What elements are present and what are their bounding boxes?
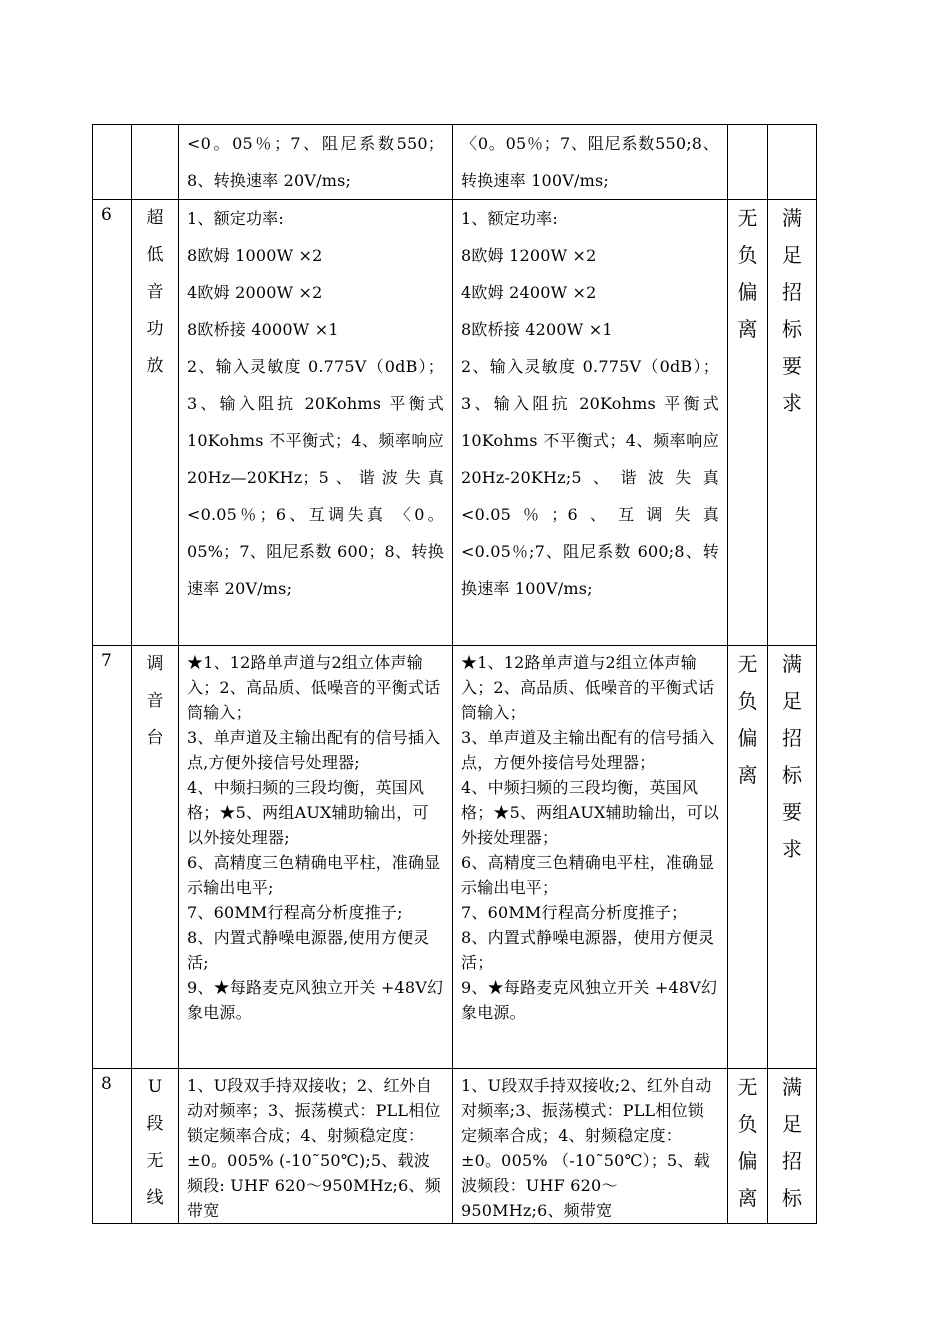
specification-table [92, 124, 817, 1224]
table-row [93, 125, 817, 200]
required-spec: <0。05％；7、阻尼系数550；8、转换速率 20V/ms; [187, 134, 444, 190]
required-spec-cell [179, 200, 453, 646]
required-spec-cell [179, 125, 453, 200]
table-row [93, 1069, 817, 1224]
item-name: U 段 无 线 [146, 1077, 164, 1208]
deviation: 无 负 偏 离 [737, 1075, 758, 1210]
compliance: 满 足 招 标 [782, 1075, 802, 1210]
offered-spec-cell [453, 646, 728, 1069]
item-number: 8 [101, 1074, 113, 1094]
offered-spec-cell [453, 200, 728, 646]
offered-spec: 〈0。05％；7、阻尼系数550;8、转换速率 100V/ms; [461, 134, 719, 190]
item-number-cell [93, 125, 132, 200]
item-number: 6 [101, 205, 113, 225]
item-number-cell [93, 1069, 132, 1224]
item-name-cell [132, 200, 179, 646]
compliance: 满 足 招 标 要 求 [782, 206, 802, 415]
item-name-cell [132, 125, 179, 200]
required-spec-cell [179, 1069, 453, 1224]
item-number-cell [93, 646, 132, 1069]
deviation-cell [728, 200, 768, 646]
offered-spec: 1、U段双手持双接收;2、红外自动对频率;3、振荡模式：PLL相位锁定频率合成；4、射频稳定度：±0。005% （-10˜50℃）；5、载波频段：UHF 620～950MHz;6、频带宽 [461, 1076, 712, 1220]
required-spec: 1、U段双手持双接收；2、红外自动对频率；3、振荡模式：PLL相位锁定频率合成；4、射频稳定度：±0。005% (-10˜50℃);5、载波频段: UHF 620～950MHz;6、频带宽 [187, 1076, 441, 1220]
item-number: 7 [101, 651, 113, 671]
compliance: 满 足 招 标 要 求 [782, 652, 802, 861]
deviation-cell [728, 1069, 768, 1224]
item-name: 超 低 音 功 放 [146, 208, 164, 376]
deviation: 无 负 偏 离 [737, 652, 758, 787]
offered-spec: ★1、12路单声道与2组立体声输入；2、高品质、低噪音的平衡式话筒输入； 3、单声道及主输出配有的信号插入点，方便外接信号处理器； 4、中频扫频的三段均衡，英国风格；★5、两组AUX辅助输出，可以外接处理器； 6、高精度三色精确电平柱，准确显示输出电平； 7、60MM行程高分析度推子； 8、内置式静噪电源器，使用方便灵活； 9、★每路麦克风独立开关 +48V幻象电源。 [461, 653, 720, 1022]
compliance-cell [768, 646, 817, 1069]
table-row [93, 200, 817, 646]
item-name-cell [132, 646, 179, 1069]
deviation-cell [728, 125, 768, 200]
item-name-cell [132, 1069, 179, 1224]
compliance-cell [768, 200, 817, 646]
item-number-cell [93, 200, 132, 646]
required-spec: 1、额定功率: 8欧姆 1000W ×2 4欧姆 2000W ×2 8欧桥接 4000W ×1 2、输入灵敏度 0.775V（0dB）；3、输入阻抗 20Kohms 平衡式 10Kohms 不平衡式；4、频率响应 20Hz—20KHz；5、谐波失真 <0.05％；6、互调失真 〈0。05%；7、阻尼系数 600；8、转换速率 20V/ms; [187, 209, 444, 598]
offered-spec: 1、额定功率: 8欧姆 1200W ×2 4欧姆 2400W ×2 8欧桥接 4200W ×1 2、输入灵敏度 0.775V（0dB）；3、输入阻抗 20Kohms 平衡式 10Kohms 不平衡式；4、频率响应 20Hz-20KHz;5、谐波失真 <0.05％；6、互调失真 <0.05％;7、阻尼系数 600;8、转换速率 100V/ms; [461, 209, 719, 598]
required-spec-cell [179, 646, 453, 1069]
deviation: 无 负 偏 离 [737, 206, 758, 341]
required-spec: ★1、12路单声道与2组立体声输入；2、高品质、低噪音的平衡式话筒输入； 3、单声道及主输出配有的信号插入点,方便外接信号处理器; 4、中频扫频的三段均衡，英国风格；★5、两组AUX辅助输出，可以外接处理器; 6、高精度三色精确电平柱，准确显示输出电平; 7、60MM行程高分析度推子; 8、内置式静噪电源器,使用方便灵活; 9、★每路麦克风独立开关 +48V幻象电源。 [187, 653, 444, 1022]
compliance-cell [768, 1069, 817, 1224]
table-row [93, 646, 817, 1069]
compliance-cell [768, 125, 817, 200]
item-name: 调 音 台 [146, 654, 164, 748]
offered-spec-cell [453, 125, 728, 200]
deviation-cell [728, 646, 768, 1069]
offered-spec-cell [453, 1069, 728, 1224]
